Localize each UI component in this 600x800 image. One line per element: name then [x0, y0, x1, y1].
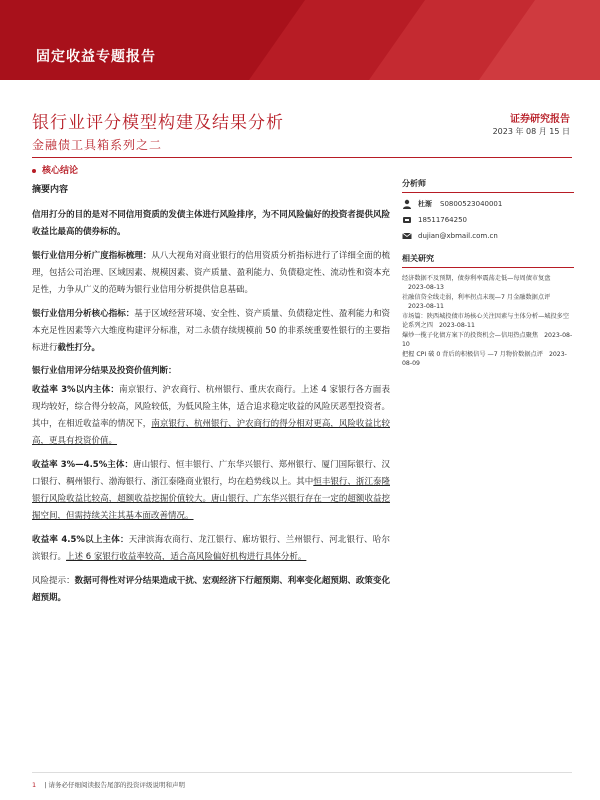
b2-lead: 收益率 3%—4.5%主体： [32, 460, 134, 470]
risk-lead: 风险提示： [32, 576, 75, 586]
summary-title: 摘要内容 [32, 185, 69, 195]
p1-lead: 银行业信用分析广度指标梳理： [32, 251, 152, 261]
p2-end: 截性打分。 [57, 343, 101, 353]
phone-icon [402, 215, 412, 225]
page-subtitle: 金融债工具箱系列之二 [32, 138, 163, 152]
footer [32, 780, 185, 789]
analyst-email-row [402, 231, 574, 241]
related-item[interactable] [402, 274, 574, 292]
b2-highlight: 恒丰银行、浙江泰隆银行风险收益比较高，超额收益挖掘价值较大。唐山银行、广东华兴银行存在一定的超额收益挖掘空间，但需持续关注其基本面改善情况。 [32, 477, 390, 521]
related-title: 社融信贷全线走弱，利率拐点未现—7 月金融数据点评 [402, 294, 551, 301]
core-conclusion-label [32, 163, 78, 176]
footer-disclaimer: 请务必仔细阅读报告尾部的投资评级说明和声明 [48, 781, 185, 789]
bucket-below-3 [32, 382, 390, 450]
core-label-text: 核心结论 [42, 166, 79, 176]
divider [32, 157, 572, 158]
sidebar-column [402, 178, 574, 369]
b3-highlight: 上述 6 家银行收益率较高，适合高风险偏好机构进行具体分析。 [66, 552, 307, 562]
intro-text: 信用打分的目的是对不同信用资质的发债主体进行风险排序，为不同风险偏好的投资者提供风险收益比最高的债券标的。 [32, 210, 390, 237]
related-date: 2023-08-13 [408, 284, 444, 291]
related-date: 2023-08-09 [402, 351, 567, 367]
summary-paragraph-core [32, 306, 390, 357]
summary-paragraph-breadth [32, 248, 390, 299]
bullet-icon [32, 169, 36, 173]
related-research [402, 253, 574, 368]
risk-body: 数据可得性对评分结果造成干扰、宏观经济下行超预期、利率变化超预期、政策变化超预期。 [32, 576, 390, 603]
analyst-phone-row [402, 215, 574, 225]
b3-lead: 收益率 4.5%以上主体： [32, 535, 129, 545]
page-title: 银行业评分模型构建及结果分析 [32, 113, 284, 133]
related-item[interactable] [402, 312, 574, 330]
person-icon [402, 199, 412, 209]
report-date: 2023 年 08 月 15 日 [492, 127, 570, 136]
summary-column [32, 178, 390, 614]
p1-body: 从八大视角对商业银行的信用资质分析指标进行了详细全面的梳理，包括公司治理、区域因素、规模因素、资产质量、盈利能力、负债稳定性、流动性和资本充足性，力争从广义的范畴为银行业信用分析提供信息基础。 [32, 251, 390, 295]
p2-body: 基于区域经营环境、安全性、资产质量、负债稳定性、盈利能力和资本充足性因素等六大维度构建评分标准，对二永债存续规模前 50 的非系统重要性银行的主要指标进行 [32, 309, 390, 353]
analyst-phone: 18511764250 [418, 216, 467, 224]
b1-lead: 收益率 3%以内主体： [32, 385, 120, 395]
related-title: 市场篇：陕西城投债市场核心关注因素与主体分析—城投多空论系列之四 [402, 313, 570, 329]
report-type: 证券研究报告 [510, 114, 570, 125]
email-icon [402, 231, 412, 241]
analyst-license: S0800523040001 [440, 200, 503, 208]
footer-divider [32, 772, 572, 773]
results-section-head: 银行业信用评分结果及投资价值判断： [32, 366, 177, 376]
b1-body: 南京银行、沪农商行、杭州银行、重庆农商行。上述 4 家银行各方面表现均较好，综合得分较高，风险较低，为低风险主体，适合追求稳定收益的风险厌恶型投资者。其中，在相近收益率的情况下， [32, 385, 390, 429]
b3-body: 天津滨海农商行、龙江银行、廊坊银行、兰州银行、河北银行、哈尔滨银行。 [32, 535, 390, 562]
summary-intro [32, 207, 390, 241]
page-number: 1 [32, 781, 37, 789]
analyst-name-row [402, 199, 574, 209]
related-title: 爆炒一揽子化债方案下的投资机会—信用热点聚焦 [402, 332, 539, 339]
analyst-email[interactable]: dujian@xbmail.com.cn [418, 232, 498, 240]
report-category-title: 固定收益专题报告 [36, 49, 156, 65]
related-date: 2023-08-10 [402, 332, 573, 348]
related-date: 2023-08-11 [438, 322, 475, 329]
related-title: 把握 CPI 破 0 背后的积极信号 —7 月物价数据点评 [402, 351, 543, 358]
related-item[interactable] [402, 350, 574, 368]
related-item[interactable] [402, 331, 574, 349]
header-band [0, 0, 600, 80]
risk-warning [32, 573, 390, 607]
b2-body: 唐山银行、恒丰银行、广东华兴银行、郑州银行、厦门国际银行、汉口银行、稠州银行、渤海银行、浙江泰隆商业银行，均在趋势线以上。其中 [32, 460, 390, 487]
p2-lead: 银行业信用分析核心指标： [32, 309, 135, 319]
analyst-name: 杜渐 [418, 200, 432, 208]
related-title: 经济数据不及预期，债券利率震荡走低—每周债市复盘 [402, 275, 551, 282]
related-item[interactable] [402, 293, 574, 311]
bucket-above-4-5 [32, 532, 390, 566]
bucket-3-to-4-5 [32, 457, 390, 525]
b1-highlight: 南京银行、杭州银行、沪农商行的得分相对更高，风险收益比较高，更具有投资价值。 [32, 419, 390, 446]
related-date: 2023-08-11 [408, 303, 444, 310]
analyst-label: 分析师 [402, 178, 574, 193]
footer-sep: | [44, 781, 47, 789]
related-label: 相关研究 [402, 253, 574, 268]
